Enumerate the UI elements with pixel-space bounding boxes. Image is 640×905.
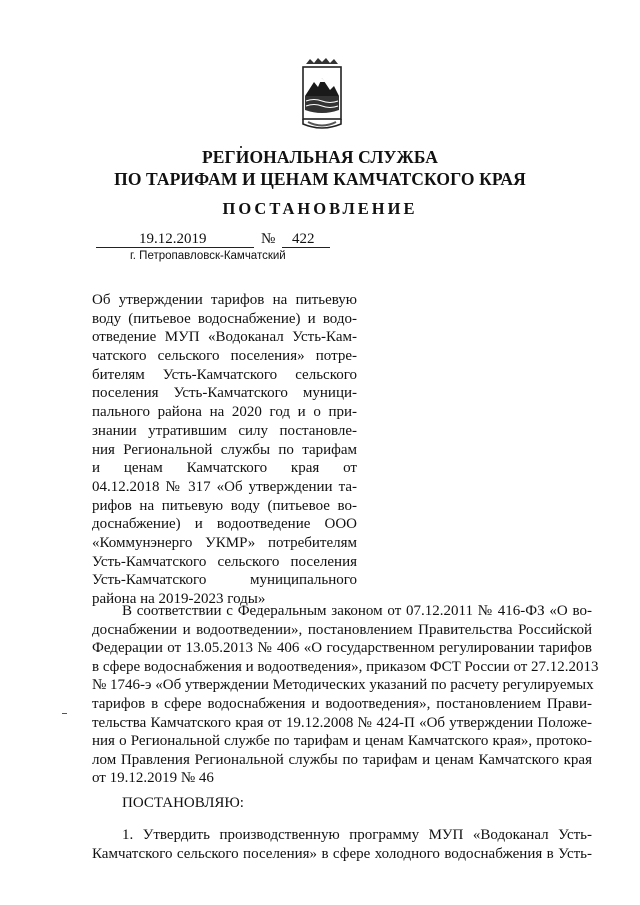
subject-line: ния Региональной службы по тарифам bbox=[92, 441, 357, 458]
preamble-line: № 1746-э «Об утверждении Методических указаний по расчету регулируемых bbox=[92, 677, 594, 694]
subject-line: рифов на питьевую воду (питьевое во- bbox=[92, 497, 357, 514]
document-city: г. Петропавловск-Камчатский bbox=[130, 250, 286, 262]
subject-line: Об утверждении тарифов на питьевую bbox=[92, 292, 357, 308]
subject-line: бителям Усть-Камчатского сельского bbox=[92, 366, 357, 383]
subject-line: поселения Усть-Камчатского муници- bbox=[92, 385, 357, 402]
organization-title bbox=[0, 146, 640, 190]
item-1-line: Камчатского сельского поселения» в сфере холодного водоснабжения в Усть- bbox=[92, 845, 592, 862]
subject-line: 04.12.2018 № 317 «Об утверждении та- bbox=[92, 478, 357, 495]
preamble-line: лом Правления Региональной службы по тарифам и ценам Камчатского края bbox=[92, 751, 592, 768]
date-number-line bbox=[96, 229, 336, 249]
document-number: 422 bbox=[292, 231, 315, 247]
subject-line: района на 2019-2023 годы» bbox=[92, 591, 266, 607]
subject-line: знании утратившим силу постановле- bbox=[92, 422, 357, 439]
subject-line: отведение МУП «Водоканал Усть-Кам- bbox=[92, 329, 357, 346]
subject-line: Усть-Камчатского муниципального bbox=[92, 572, 357, 589]
decree-word: ПОСТАНОВЛЯЮ: bbox=[122, 795, 244, 811]
subject-line: пального района на 2020 год и о при- bbox=[92, 404, 357, 421]
item-1-line: 1. Утвердить производственную программу МУП «Водоканал Усть- bbox=[122, 827, 592, 843]
preamble-line: от 19.12.2019 № 46 bbox=[92, 770, 214, 787]
subject-line: и ценам Камчатского края от bbox=[92, 460, 357, 477]
preamble-line: В соответствии с Федеральным законом от 07.12.2011 № 416-ФЗ «О во- bbox=[122, 603, 592, 619]
preamble-paragraph bbox=[92, 602, 599, 788]
preamble-line: тельства Камчатского края от 19.12.2008 № 424-П «Об утверждении Положе- bbox=[92, 714, 592, 731]
kamchatka-coat-of-arms-icon bbox=[300, 56, 344, 132]
margin-mark bbox=[62, 713, 67, 714]
organization-title-line-1: РЕГИОНАЛЬНАЯ СЛУЖБА bbox=[201, 147, 439, 167]
subject-line: Усть-Камчатского сельского поселения bbox=[92, 553, 357, 570]
document-date: 19.12.2019 bbox=[139, 231, 207, 247]
document-subject bbox=[92, 291, 357, 609]
preamble-line: тарифов в сфере водоснабжения и водоотведения», постановлением Прави- bbox=[92, 695, 592, 712]
preamble-line: ния о Региональной службе по тарифам и ценам Камчатского края», протоко- bbox=[92, 733, 592, 750]
organization-title-line-2: ПО ТАРИФАМ И ЦЕНАМ КАМЧАТСКОГО КРАЯ bbox=[114, 169, 526, 189]
preamble-line: в сфере водоснабжения и водоотведения», приказом ФСТ России от 27.12.2013 bbox=[92, 658, 599, 675]
subject-line: «Коммунэнерго УКМР» потребителям bbox=[92, 534, 357, 551]
preamble-line: Федерации от 13.05.2013 № 406 «О государственном регулировании тарифов bbox=[92, 640, 592, 657]
subject-line: доснабжение) и водоотведение ООО bbox=[92, 516, 357, 533]
subject-line: воду (питьевое водоснабжение) и водо- bbox=[92, 310, 357, 327]
subject-line: чатского сельского поселения» потре- bbox=[92, 348, 357, 365]
preamble-line: доснабжении и водоотведении», постановлением Правительства Российской bbox=[92, 621, 592, 638]
number-sign: № bbox=[261, 231, 276, 247]
document-kind: ПОСТАНОВЛЕНИЕ bbox=[222, 199, 418, 218]
item-1-paragraph bbox=[92, 826, 592, 863]
